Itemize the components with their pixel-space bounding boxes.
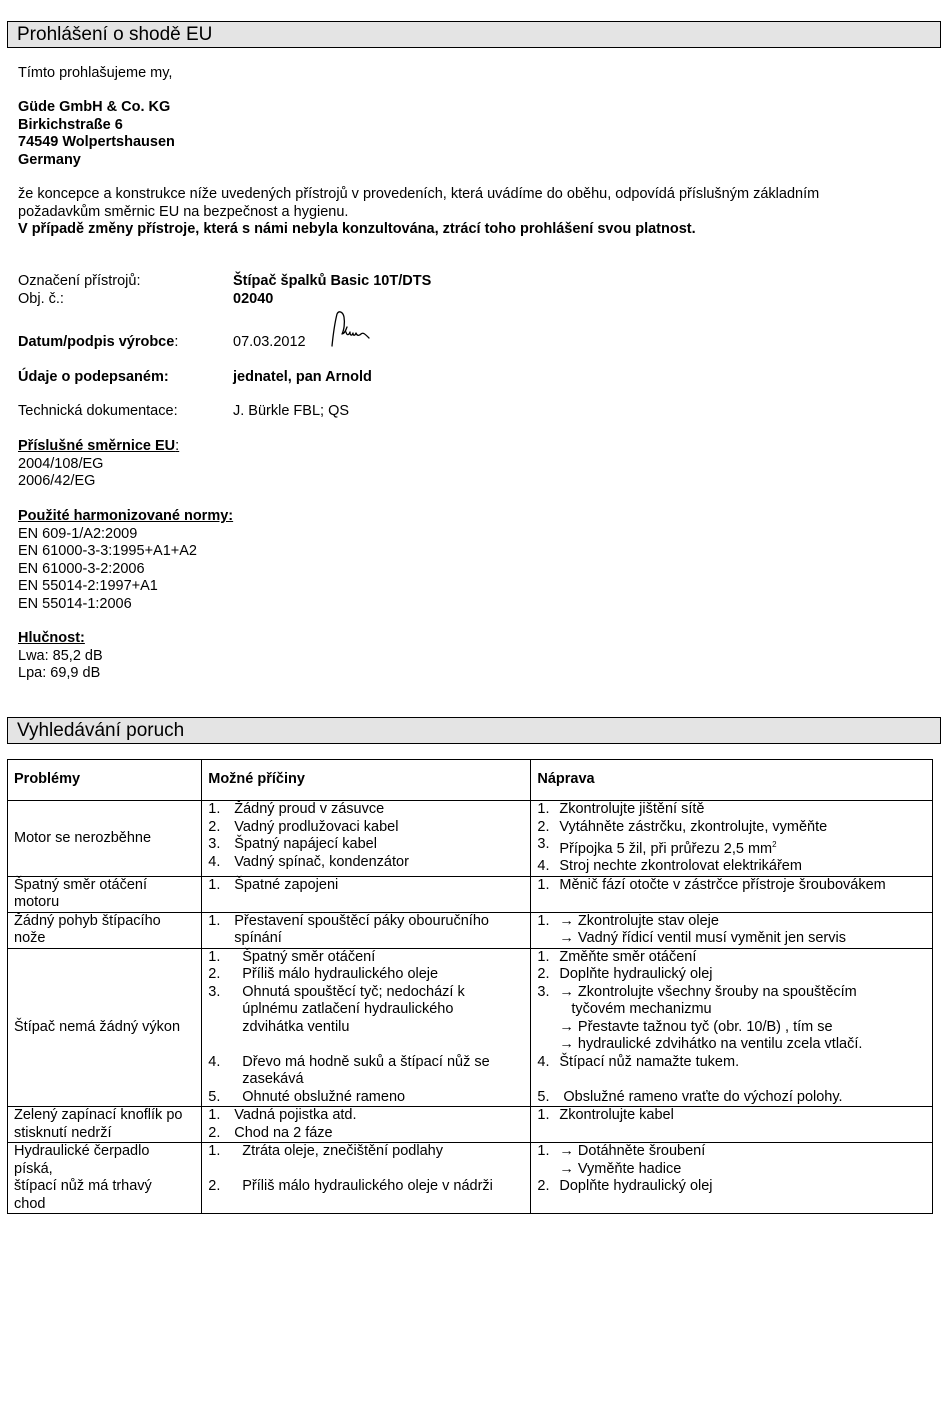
- table-row: [8, 1143, 933, 1214]
- order-value: 02040: [233, 291, 274, 307]
- table-row: [8, 912, 933, 948]
- problem-cell: Špatný směr otáčení motoru: [8, 876, 202, 912]
- date-label-text: Datum/podpis výrobce: [18, 334, 175, 350]
- directive-item: 2006/42/EG: [18, 473, 96, 489]
- causes-cell: 1. Ztráta oleje, znečištění podlahy 2. Příliš málo hydraulického oleje v nádrži: [202, 1143, 531, 1214]
- norms-heading: Použité harmonizované normy:: [18, 508, 234, 524]
- problem-cell: Štípač nemá žádný výkon: [8, 948, 202, 1107]
- remedy-cell: 1. Zkontrolujte kabel: [531, 1107, 933, 1143]
- problem-cell: Motor se nerozběhne: [8, 801, 202, 877]
- company-country: Germany: [18, 151, 81, 168]
- directives-heading-text: Příslušné směrnice EU: [18, 438, 176, 454]
- signature-image: [325, 310, 377, 350]
- problem-cell: Zelený zapínací knoflík po stisknutí nedrží: [8, 1107, 202, 1143]
- causes-cell: 1. Žádný proud v zásuvce 2. Vadný prodlužovaci kabel 3. Špatný napájecí kabel 4. Vadný spínač, kondenzátor: [202, 801, 531, 877]
- table-row: [8, 948, 933, 1107]
- statement-line-2: požadavkům směrnic EU na bezpečnost a hygienu.: [18, 203, 349, 220]
- signer-value: jednatel, pan Arnold: [233, 369, 372, 385]
- date-value: 07.03.2012: [233, 334, 306, 350]
- noise-lwa: Lwa: 85,2 dB: [18, 647, 103, 664]
- causes-cell: 1. Špatné zapojeni: [202, 876, 531, 912]
- troubleshooting-heading: Vyhledávání poruch: [7, 717, 941, 744]
- norm-item: EN 55014-1:2006: [18, 595, 132, 612]
- norm-item: EN 609-1/A2:2009: [18, 525, 138, 542]
- troubleshooting-table: [7, 759, 933, 1214]
- intro-text: Tímto prohlašujeme my,: [18, 65, 173, 81]
- statement-line-1: že koncepce a konstrukce níže uvedených přístrojů v provedeních, která uvádíme do oběhu, odpovídá příslušným základním: [18, 186, 820, 202]
- remedy-cell: 1. Změňte směr otáčení 2. Doplňte hydraulický olej 3. → Zkontrolujte všechny šrouby na spouštěcím tyčovém mechanizmu → Přestavte tažnou tyč (obr. 10/B) , tím se → hydraulické zdvihátko na ventilu zcela vtlačí. 4. Štípací nůž namažte tukem. 5. Obslužné rameno vraťte do výchozí polohy.: [531, 948, 933, 1107]
- norm-item: EN 61000-3-2:2006: [18, 560, 145, 577]
- date-label: [18, 334, 178, 350]
- remedy-cell: 1. Zkontrolujte jištění sítě 2. Vytáhněte zástrčku, zkontrolujte, vyměňte 3. Přípojka 5 žil, při průřezu 2,5 $mm^2$ 4. Stroj nechte zkontrolovat elektrikářem: [531, 801, 933, 877]
- company-name: Güde GmbH & Co. KG: [18, 99, 171, 115]
- norm-item: EN 55014-2:1997+A1: [18, 578, 158, 594]
- device-label: Označení přístrojů:: [18, 273, 141, 289]
- directive-item: 2004/108/EG: [18, 455, 104, 472]
- validity-warning: V případě změny přístroje, která s námi nebyla konzultována, ztrácí toho prohlášení svou platnost.: [18, 221, 696, 237]
- header-causes: Možné příčiny: [202, 760, 531, 801]
- problem-cell: Hydraulické čerpadlo píská, štípací nůž má trhavý chod: [8, 1143, 202, 1214]
- company-city: 74549 Wolpertshausen: [18, 134, 175, 150]
- directives-heading-colon: :: [175, 438, 180, 454]
- header-remedy: Náprava: [531, 760, 933, 801]
- device-value: Štípač špalků Basic 10T/DTS: [233, 273, 432, 289]
- noise-lpa: Lpa: 69,9 dB: [18, 665, 101, 681]
- remedy-cell: 1. → Dotáhněte šroubení → Vyměňte hadice 2. Doplňte hydraulický olej: [531, 1143, 933, 1214]
- date-label-colon: :: [174, 334, 179, 350]
- docs-value: J. Bürkle FBL; QS: [233, 403, 350, 419]
- company-street: Birkichstraße 6: [18, 116, 123, 133]
- table-header-row: [8, 760, 933, 801]
- table-row: [8, 1107, 933, 1143]
- causes-cell: 1. Vadná pojistka atd. 2. Chod na 2 fáze: [202, 1107, 531, 1143]
- table-row: [8, 876, 933, 912]
- problem-cell: Žádný pohyb štípacího nože: [8, 912, 202, 948]
- causes-cell: 1. Špatný směr otáčení 2. Příliš málo hydraulického oleje 3. Ohnutá spouštěcí tyč; nedochází k úplnému zatlačení hydraulického zdvihátka ventilu 4. Dřevo má hodně suků a štípací nůž se zasekává 5. Ohnuté obslužné rameno: [202, 948, 531, 1107]
- declaration-heading: Prohlášení o shodě EU: [7, 21, 941, 48]
- header-problems: Problémy: [8, 760, 202, 801]
- table-row: [8, 801, 933, 877]
- signer-label: Údaje o podepsaném:: [18, 369, 169, 385]
- remedy-cell: 1. → Zkontrolujte stav oleje → Vadný řídicí ventil musí vyměnit jen servis: [531, 912, 933, 948]
- norm-item: EN 61000-3-3:1995+A1+A2: [18, 543, 197, 559]
- remedy-cell: 1. Měnič fází otočte v zástrčce přístroje šroubovákem: [531, 876, 933, 912]
- docs-label: Technická dokumentace:: [18, 403, 178, 419]
- causes-cell: 1. Přestavení spouštěcí páky obouručního spínání: [202, 912, 531, 948]
- order-label: Obj. č.:: [18, 291, 64, 307]
- noise-heading: Hlučnost:: [18, 630, 85, 646]
- directives-heading: [18, 438, 179, 456]
